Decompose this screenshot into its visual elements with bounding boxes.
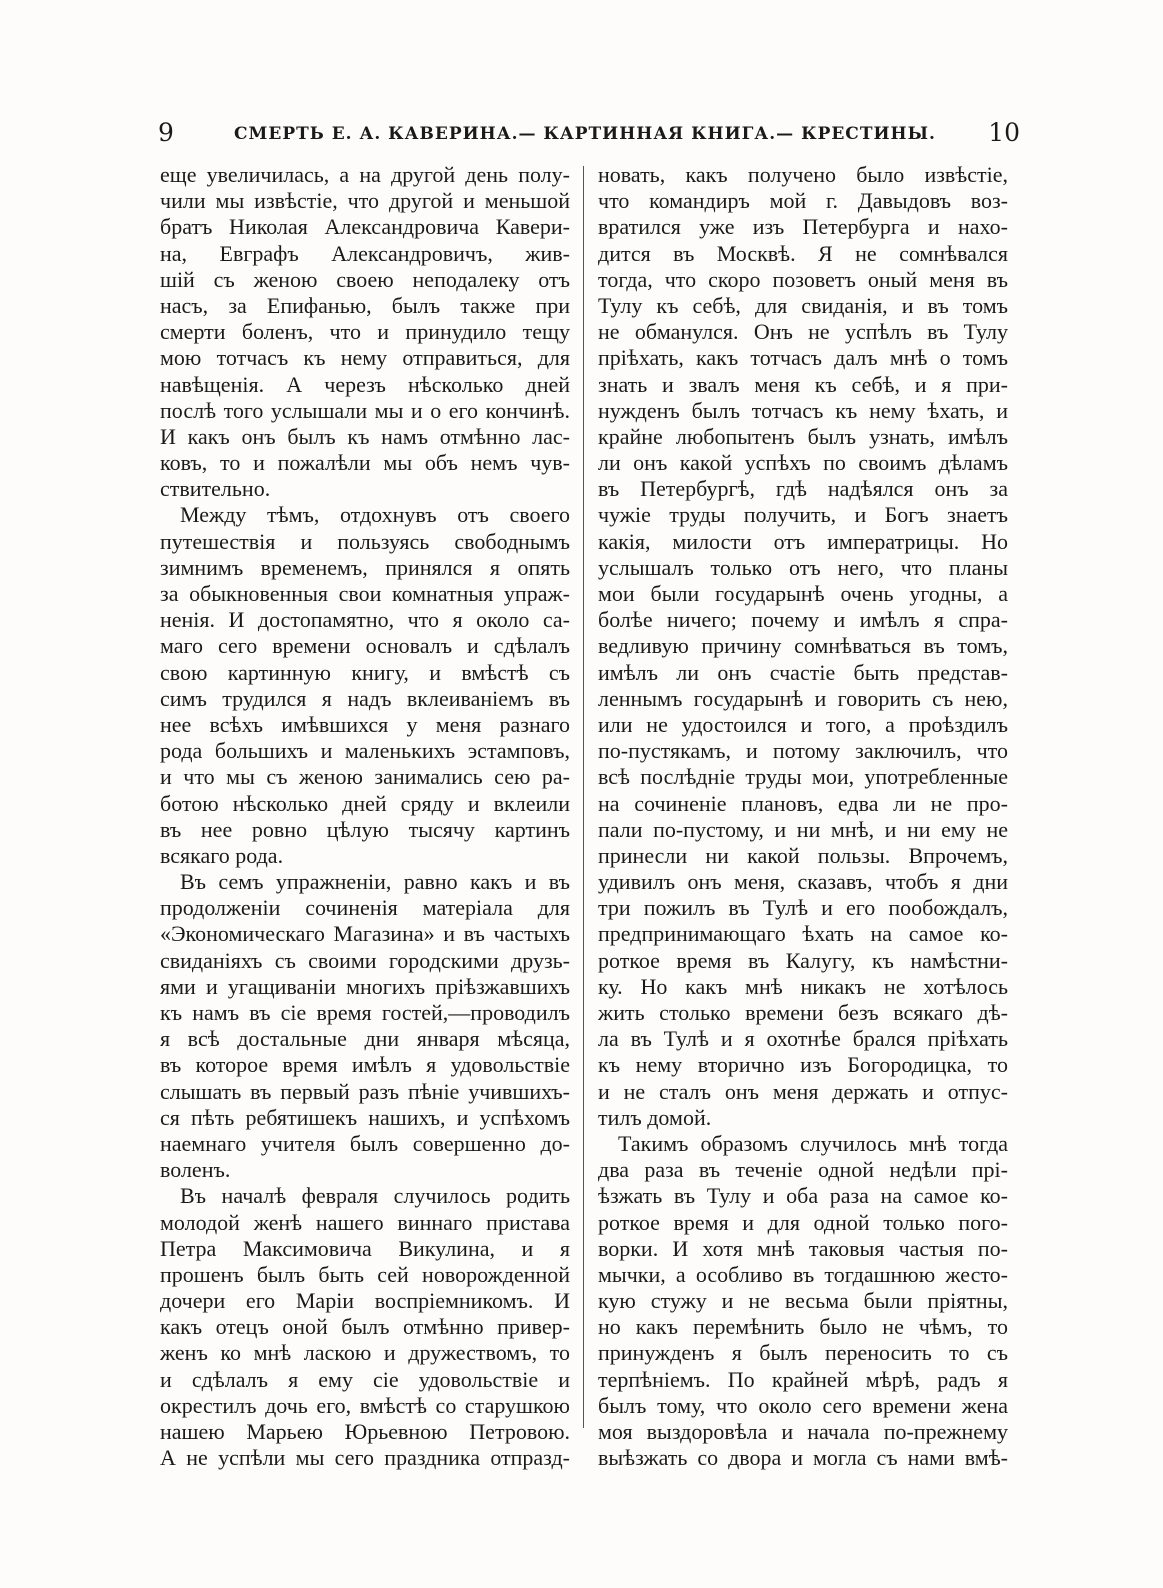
text-line: еще увеличилась, а на другой день полу-	[160, 162, 570, 187]
text-line: принужденъ я былъ переносить то съ	[598, 1340, 1008, 1366]
text-line: ботою нѣсколько дней сряду и вклеили	[160, 790, 570, 816]
text-line: ведливую причину сомнѣваться въ томъ,	[598, 633, 1008, 659]
text-line: удивилъ онъ меня, сказавъ, чтобъ я дни	[598, 869, 1008, 895]
text-line: симъ трудился я надъ вклеиваніемъ въ	[160, 685, 570, 711]
text-line: въ которое время имѣлъ я удовольствіе	[160, 1052, 570, 1078]
text-line: на сочиненіе плановъ, едва ли не про-	[598, 790, 1008, 816]
text-line: принесли ни какой пользы. Впрочемъ,	[598, 842, 1008, 868]
text-line: ку. Но какъ мнѣ никакъ не хотѣлось	[598, 973, 1008, 999]
text-line: три пожилъ въ Тулѣ и его пообождалъ,	[598, 895, 1008, 921]
text-line: терпѣніемъ. По крайней мѣрѣ, радъ я	[598, 1366, 1008, 1392]
text-line: услышалъ только отъ него, что планы	[598, 554, 1008, 580]
right-text-column	[598, 162, 1008, 1471]
text-line: тилъ домой.	[598, 1104, 712, 1130]
text-line: Между тѣмъ, отдохнувъ отъ своего	[180, 502, 570, 528]
text-line: А не успѣли мы сего праздника отпразд-	[160, 1445, 570, 1471]
text-line: шій съ женою своею неподалеку отъ	[160, 266, 570, 292]
text-line: Въ началѣ февраля случилось родить	[180, 1183, 570, 1209]
text-line: вратился уже изъ Петербурга и нахо-	[598, 214, 1008, 240]
column-divider	[583, 166, 584, 1428]
text-line: ненія. И достопамятно, что я около са-	[160, 607, 570, 633]
text-line: что командиръ мой г. Давыдовъ воз-	[598, 188, 1008, 214]
text-line: чили мы извѣстіе, что другой и меньшой	[160, 188, 570, 214]
text-line: ся пѣть ребятишекъ нашихъ, и успѣхомъ	[160, 1104, 570, 1130]
text-line: нужденъ былъ тотчасъ къ нему ѣхать, и	[598, 397, 1008, 423]
page-number-right: 10	[988, 118, 1020, 147]
text-line: имѣлъ ли онъ счастіе быть представ-	[598, 659, 1008, 685]
text-line: ствительно.	[160, 476, 271, 502]
text-line: роткое время въ Калугу, къ намѣстни-	[598, 947, 1008, 973]
text-line: какія, милости отъ императрицы. Но	[598, 528, 1008, 554]
text-line: былъ тому, что около сего времени жена	[598, 1392, 1008, 1418]
text-line: какъ отецъ оной былъ отмѣнно привер-	[160, 1314, 570, 1340]
text-line: предпринимающаго ѣхать на самое ко-	[598, 921, 1008, 947]
page-number-left: 9	[158, 118, 174, 147]
text-line: смерти боленъ, что и принудило тещу	[160, 319, 570, 345]
text-line: моя выздоровѣла и начала по-прежнему	[598, 1419, 1008, 1444]
text-line: молодой женѣ нашего виннаго пристава	[160, 1209, 570, 1235]
text-line: чужіе труды получить, и Богъ знаетъ	[598, 502, 1008, 528]
text-line: мою тотчасъ къ нему отправиться, для	[160, 345, 570, 371]
text-line: не обманулся. Онъ не успѣлъ въ Тулу	[598, 319, 1008, 345]
text-line: жить столько времени безъ всякаго дѣ-	[598, 1000, 1008, 1025]
text-line: маго сего времени основалъ и сдѣлалъ	[160, 633, 570, 659]
text-line: ями и угащиваніи многихъ пріѣзжавшихъ	[160, 973, 570, 999]
text-line: воленъ.	[160, 1157, 231, 1183]
text-line: наемнаго учителя былъ совершенно до-	[160, 1130, 570, 1156]
text-line: болѣе ничего; почему и имѣлъ я спра-	[598, 607, 1008, 633]
running-header	[150, 118, 1020, 158]
text-line: ворки. И хотя мнѣ таковыя частыя по-	[598, 1235, 1008, 1261]
text-line: но какъ перемѣнить было не чѣмъ, то	[598, 1314, 1008, 1340]
text-line: окрестилъ дочь его, вмѣстѣ со старушкою	[160, 1392, 570, 1418]
text-line: Петра Максимовича Викулина, и я	[160, 1235, 570, 1261]
text-line: ли онъ какой успѣхъ по своимъ дѣламъ	[598, 450, 1008, 476]
text-line: за обыкновенныя свои комнатныя упраж-	[160, 581, 570, 606]
text-line: нее всѣхъ имѣвшихся у меня разнаго	[160, 711, 570, 737]
text-line: тогда, что скоро позоветъ оный меня въ	[598, 266, 1008, 292]
text-line: ѣзжать въ Тулу и оба раза на самое ко-	[598, 1183, 1008, 1209]
text-line: крайне любопытенъ былъ узнать, имѣлъ	[598, 423, 1008, 449]
text-line: всякаго рода.	[160, 842, 284, 868]
text-line: «Экономическаго Магазина» и въ частыхъ	[160, 921, 570, 947]
text-line: дится въ Москвѣ. Я не сомнѣвался	[598, 240, 1008, 266]
running-title: СМЕРТЬ Е. А. КАВЕРИНА.— КАРТИННАЯ КНИГА.— КРЕСТИНЫ.	[234, 124, 936, 144]
text-line: дочери его Маріи воспріемникомъ. И	[160, 1288, 570, 1314]
text-line: ковъ, то и пожалѣли мы объ немъ чув-	[160, 450, 570, 476]
text-line: на, Евграфъ Александровичъ, жив-	[160, 240, 570, 266]
text-line: новать, какъ получено было извѣстіе,	[598, 162, 1008, 187]
text-line: ла въ Тулѣ и я охотнѣе брался пріѣхать	[598, 1026, 1008, 1052]
text-line: пріѣхать, какъ тотчасъ далъ мнѣ о томъ	[598, 345, 1008, 371]
text-line: Тулу къ себѣ, для свиданія, и въ томъ	[598, 292, 1008, 318]
text-line: пали по-пустому, и ни мнѣ, и ни ему не	[598, 816, 1008, 842]
text-line: путешествія и пользуясь свободнымъ	[160, 528, 570, 554]
text-line: Въ семъ упражненіи, равно какъ и въ	[180, 869, 570, 895]
text-line: зимнимъ временемъ, принялся я опять	[160, 554, 570, 580]
text-line: рода большихъ и маленькихъ эстамповъ,	[160, 738, 570, 764]
text-line: и сдѣлалъ я ему сіе удовольствіе и	[160, 1366, 570, 1392]
text-line: роткое время и для одной только пого-	[598, 1209, 1008, 1235]
text-line: нашею Марьею Юрьевною Петровою.	[160, 1419, 570, 1444]
text-line: къ намъ въ сіе время гостей,—проводилъ	[160, 1000, 570, 1025]
text-line: въ нее ровно цѣлую тысячу картинъ	[160, 816, 570, 842]
text-line: мычки, а особливо въ тогдашнюю жесто-	[598, 1261, 1008, 1287]
text-line: братъ Николая Александровича Кавери-	[160, 214, 570, 240]
text-line: Такимъ образомъ случилось мнѣ тогда	[618, 1130, 1008, 1156]
text-line: леннымъ государынѣ и говорить съ нею,	[598, 685, 1008, 711]
left-text-column	[160, 162, 570, 1471]
text-line: свиданіяхъ съ своими городскими друзь-	[160, 947, 570, 973]
text-line: я всѣ достальные дни января мѣсяца,	[160, 1026, 570, 1052]
text-line: продолженіи сочиненія матеріала для	[160, 895, 570, 921]
text-line: свою картинную книгу, и вмѣстѣ съ	[160, 659, 570, 685]
text-line: или не удостоился и того, а проѣздилъ	[598, 711, 1008, 737]
text-line: мои были государынѣ очень угодны, а	[598, 581, 1008, 606]
text-line: и не сталъ онъ меня держать и отпус-	[598, 1078, 1008, 1104]
text-line: по-пустякамъ, и потому заключилъ, что	[598, 738, 1008, 764]
text-line: выѣзжать со двора и могла съ нами вмѣ-	[598, 1445, 1008, 1471]
text-line: послѣ того услышали мы и о его кончинѣ.	[160, 397, 570, 423]
text-line: кую стужу и не весьма были пріятны,	[598, 1288, 1008, 1314]
text-line: насъ, за Епифанью, былъ также при	[160, 292, 570, 318]
text-line: женъ ко мнѣ ласкою и дружествомъ, то	[160, 1340, 570, 1366]
text-line: всѣ послѣдніе труды мои, употребленные	[598, 764, 1008, 790]
text-line: два раза въ теченіе одной недѣли прі-	[598, 1157, 1008, 1183]
text-line: слышать въ первый разъ пѣніе учившихъ-	[160, 1078, 570, 1104]
text-line: знать и звалъ меня къ себѣ, и я при-	[598, 371, 1008, 397]
text-line: прошенъ былъ быть сей новорожденной	[160, 1261, 570, 1287]
text-line: навѣщенія. А черезъ нѣсколько дней	[160, 371, 570, 397]
text-line: къ нему вторично изъ Богородицка, то	[598, 1052, 1008, 1078]
text-line: въ Петербургѣ, гдѣ надѣялся онъ за	[598, 476, 1008, 502]
text-line: и что мы съ женою занимались сею ра-	[160, 764, 570, 790]
text-line: И какъ онъ былъ къ намъ отмѣнно лас-	[160, 423, 570, 449]
